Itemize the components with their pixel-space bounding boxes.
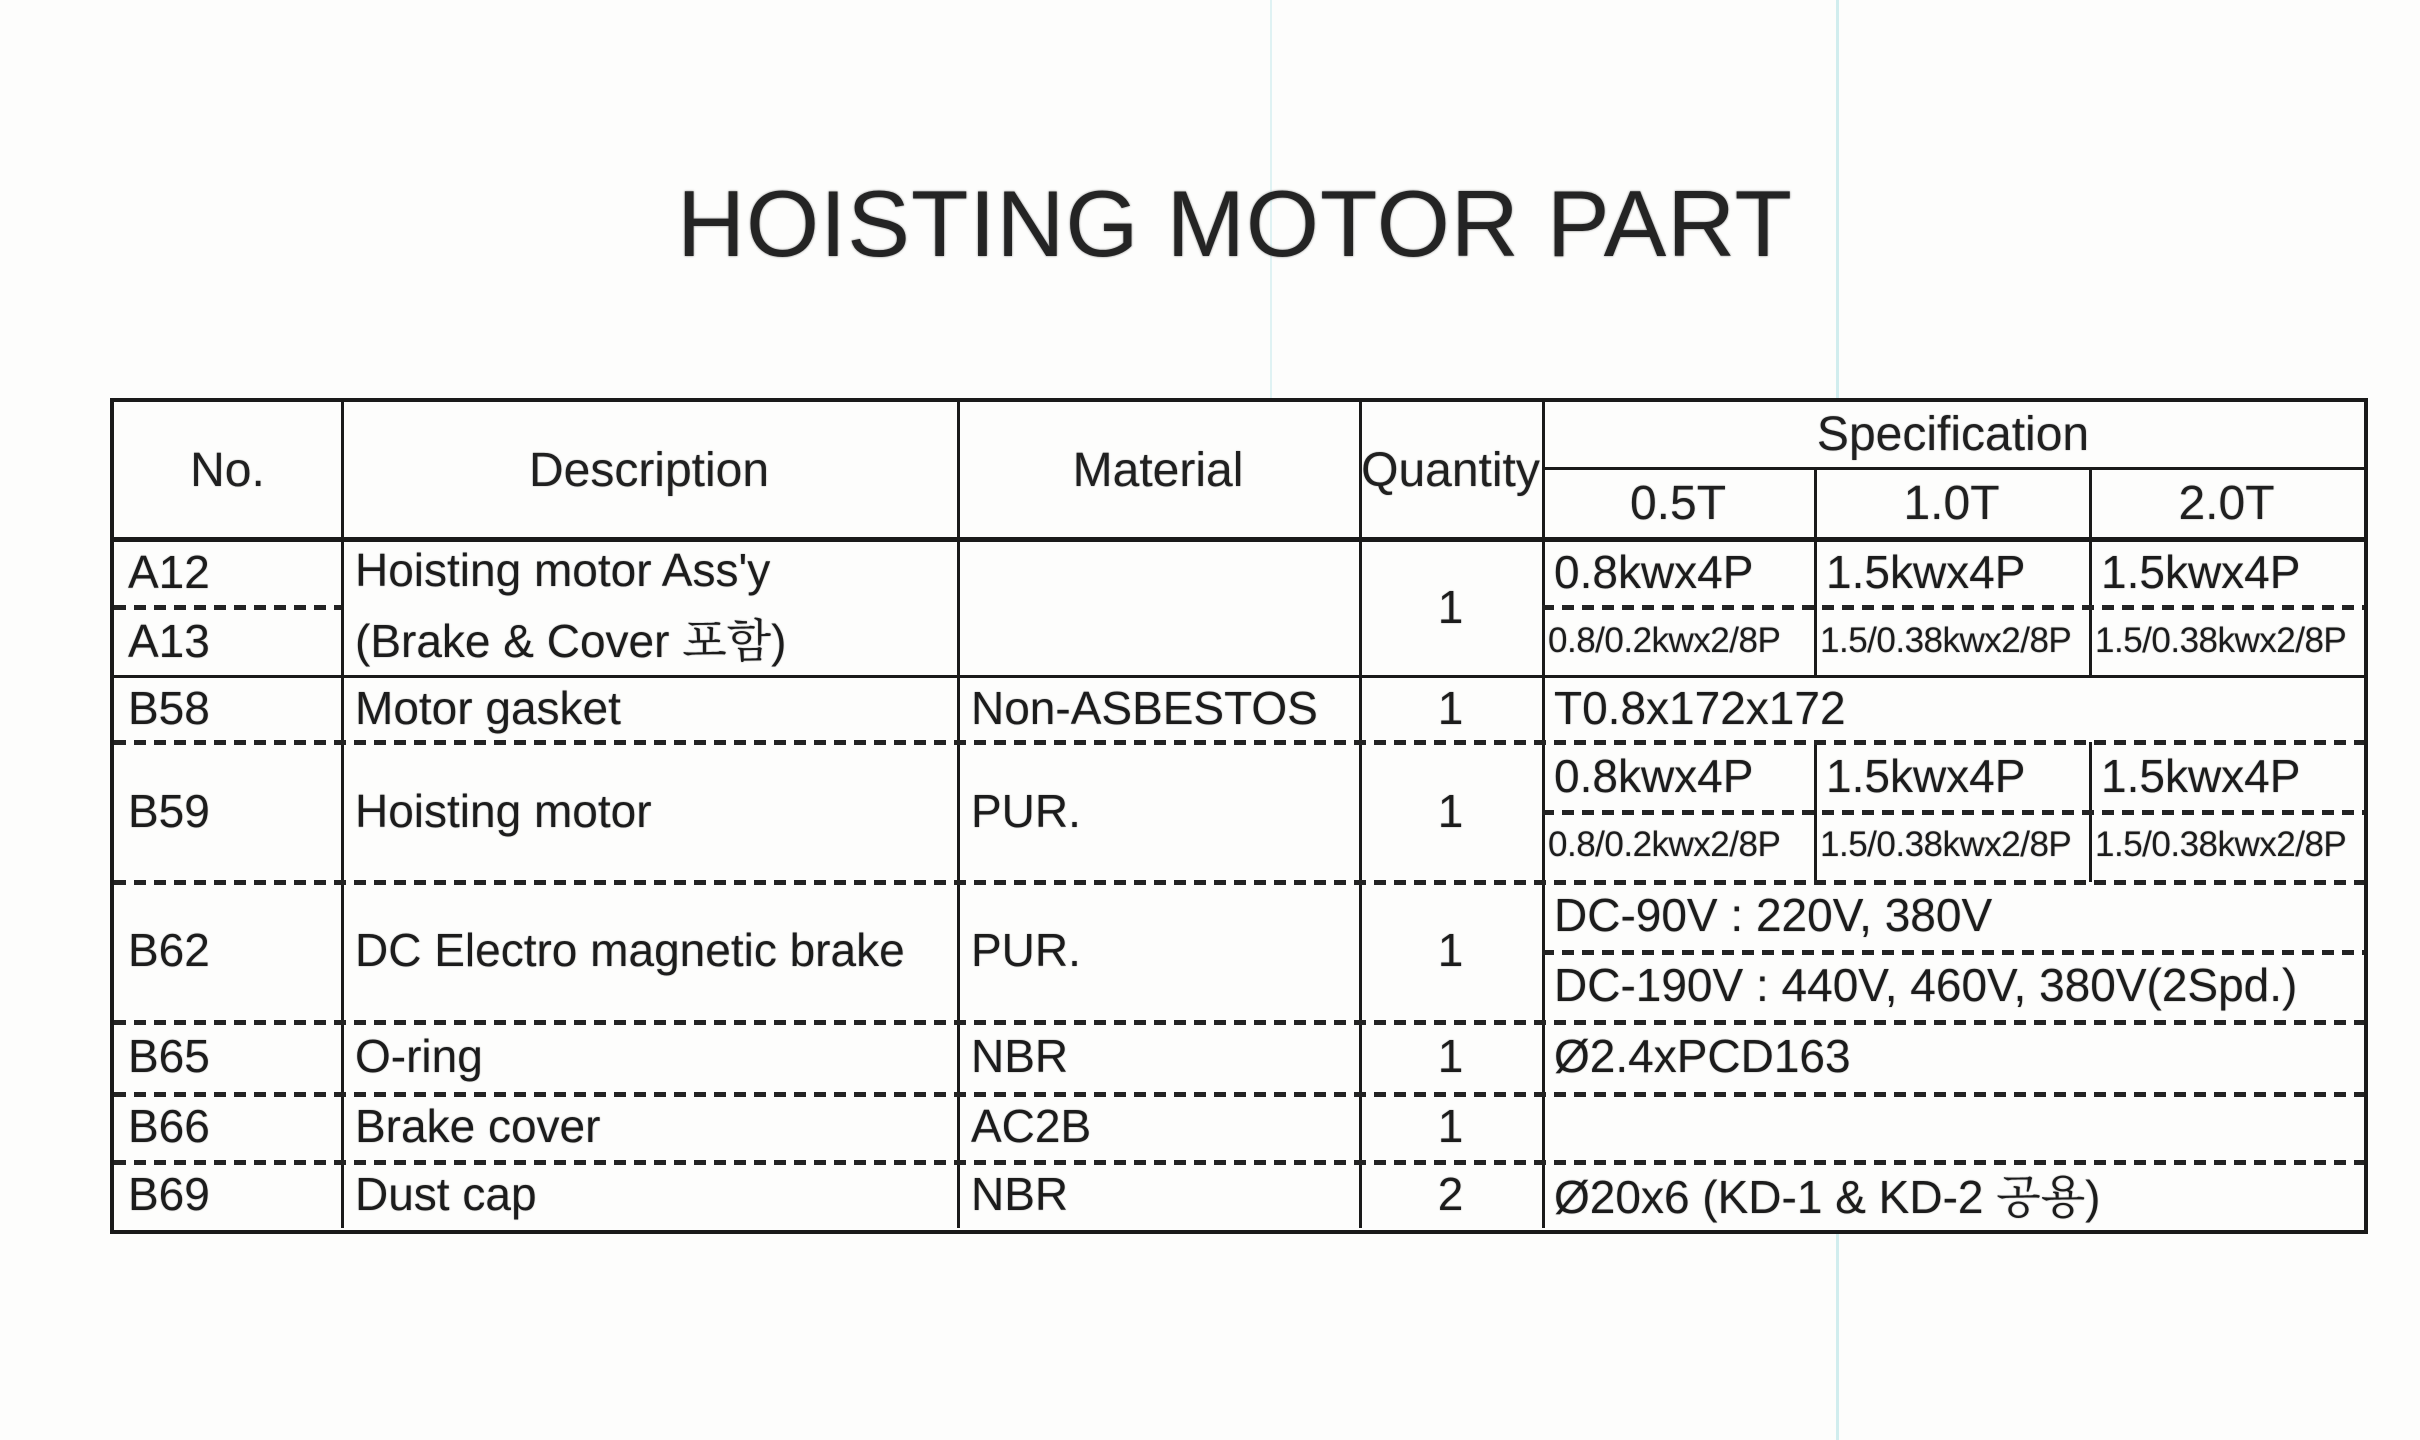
cell-spec-05t-a12-top: 0.8kwx4P (1554, 546, 1754, 598)
cell-description-b62: DC Electro magnetic brake (355, 924, 905, 976)
cell-quantity-b69: 2 (1437, 1168, 1464, 1220)
description-line-2: (Brake & Cover 포함) (355, 615, 787, 667)
cell-material-b62: PUR. (971, 924, 1081, 976)
cell-quantity-b65: 1 (1437, 1030, 1464, 1082)
cell-quantity-b58: 1 (1437, 681, 1464, 734)
cell-no-a13: A13 (128, 615, 210, 667)
col-header-quantity: Quantity (1361, 444, 1540, 497)
cell-material-b59: PUR. (971, 785, 1081, 837)
cell-no-b66: B66 (128, 1100, 210, 1152)
cell-spec-05t-a12-bottom: 0.8/0.2kwx2/8P (1548, 621, 1781, 660)
cell-quantity-b59: 1 (1437, 785, 1464, 837)
cell-no-b62: B62 (128, 924, 210, 976)
cell-spec-20t-a12-bottom: 1.5/0.38kwx2/8P (2095, 621, 2347, 660)
cell-spec-20t-a12-top: 1.5kwx4P (2101, 546, 2301, 598)
col-header-spec-05t: 0.5T (1629, 476, 1727, 530)
col-header-material: Material (1072, 444, 1244, 497)
col-header-description: Description (528, 444, 770, 497)
cell-spec-b58: T0.8x172x172 (1554, 681, 1846, 734)
cell-spec-b69: Ø20x6 (KD-1 & KD-2 공용) (1554, 1171, 2101, 1223)
cell-spec-10t-b59-bottom: 1.5/0.38kwx2/8P (1820, 825, 2072, 864)
cell-spec-b65: Ø2.4xPCD163 (1554, 1030, 1851, 1082)
cell-description-b69: Dust cap (355, 1168, 537, 1220)
cell-no-b69: B69 (128, 1168, 210, 1220)
cell-spec-05t-b59-top: 0.8kwx4P (1554, 750, 1754, 802)
col-header-spec-20t: 2.0T (2178, 476, 2275, 530)
col-header-no: No. (190, 444, 265, 497)
cell-material-b66: AC2B (971, 1100, 1092, 1152)
cell-description-b58: Motor gasket (355, 681, 621, 734)
cell-quantity-a12: 1 (1437, 581, 1464, 633)
cell-quantity-b66: 1 (1437, 1100, 1464, 1152)
cell-no-a12: A12 (128, 546, 210, 598)
cell-spec-10t-a12-bottom: 1.5/0.38kwx2/8P (1820, 621, 2072, 660)
cell-description-b59: Hoisting motor (355, 785, 652, 837)
cell-material-b58: Non-ASBESTOS (971, 681, 1318, 734)
page-title: HOISTING MOTOR PART (677, 171, 1793, 276)
description-line-1: Hoisting motor Ass'y (355, 544, 771, 596)
cell-spec-10t-b59-top: 1.5kwx4P (1826, 750, 2026, 802)
col-header-specification: Specification (1816, 408, 2090, 461)
cell-spec-20t-b59-top: 1.5kwx4P (2101, 750, 2301, 802)
cell-spec-b62-bottom: DC-190V : 440V, 460V, 380V(2Spd.) (1554, 959, 2298, 1011)
cell-spec-20t-b59-bottom: 1.5/0.38kwx2/8P (2095, 825, 2347, 864)
cell-description-b65: O-ring (355, 1030, 483, 1082)
cell-material-b69: NBR (971, 1168, 1069, 1220)
cell-spec-b62-top: DC-90V : 220V, 380V (1554, 889, 1993, 941)
cell-description-b66: Brake cover (355, 1100, 601, 1152)
cell-no-b58: B58 (128, 681, 210, 734)
cell-material-b65: NBR (971, 1030, 1069, 1082)
cell-no-b59: B59 (128, 785, 210, 837)
parts-table (110, 398, 2368, 1234)
cell-quantity-b62: 1 (1437, 924, 1464, 976)
cell-spec-10t-a12-top: 1.5kwx4P (1826, 546, 2026, 598)
cell-no-b65: B65 (128, 1030, 210, 1082)
cell-spec-05t-b59-bottom: 0.8/0.2kwx2/8P (1548, 825, 1781, 864)
col-header-spec-10t: 1.0T (1903, 476, 2000, 530)
cell-description-a12-a13 (341, 539, 957, 675)
cell-spec-b66 (1542, 1092, 2364, 1160)
